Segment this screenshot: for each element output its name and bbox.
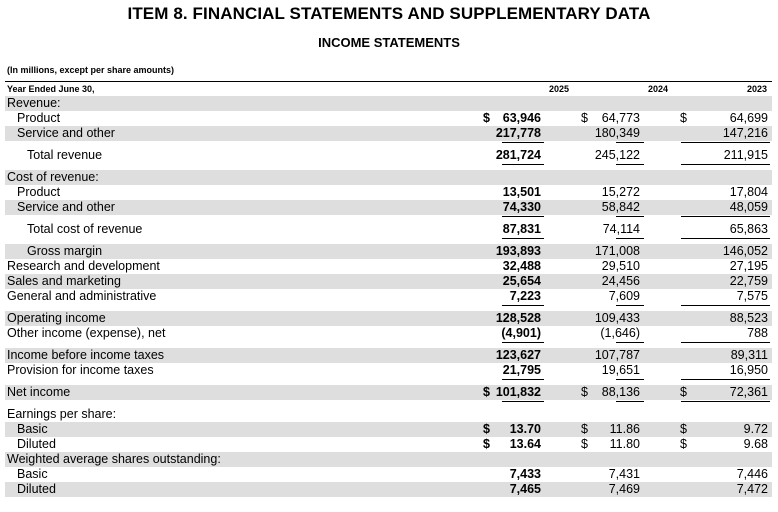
row-label: Operating income (7, 311, 106, 325)
underline-rule (681, 379, 770, 380)
currency-symbol: $ (581, 422, 588, 436)
currency-symbol: $ (581, 437, 588, 451)
underline-rule (502, 142, 544, 143)
underline-rule (616, 379, 644, 380)
table-row (5, 348, 772, 363)
underline-rule (681, 238, 770, 239)
currency-symbol: $ (581, 111, 588, 125)
underline-rule (616, 238, 644, 239)
value-2024: 7,469 (608, 482, 640, 496)
value-2024: 7,431 (608, 467, 640, 481)
value-2025: 123,627 (495, 348, 541, 362)
currency-symbol: $ (581, 385, 588, 399)
currency-symbol: $ (483, 385, 490, 399)
value-2023: 89,311 (730, 348, 768, 362)
value-2024: 11.86 (609, 422, 640, 436)
value-2023: 7,575 (736, 289, 768, 303)
row-label: Revenue: (7, 96, 61, 110)
value-2023: 17,804 (729, 185, 768, 199)
value-2025: 13.64 (509, 437, 541, 451)
table-row (5, 96, 772, 111)
row-label: Research and development (7, 259, 160, 273)
value-2025: 13.70 (509, 422, 541, 436)
table-row (5, 467, 772, 482)
value-2024: 107,787 (594, 348, 640, 362)
row-label: Basic (17, 467, 48, 481)
table-row (5, 111, 772, 126)
table-row (5, 274, 772, 289)
table-row (5, 363, 772, 378)
underline-rule (616, 305, 644, 306)
value-2025: 25,654 (502, 274, 541, 288)
value-2025: 63,946 (502, 111, 541, 125)
value-2023: 146,052 (722, 244, 768, 258)
table-row (5, 437, 772, 452)
value-2025: 281,724 (495, 148, 541, 162)
value-2023: 9.72 (743, 422, 768, 436)
row-label: Gross margin (27, 244, 103, 258)
value-2023: 788 (747, 326, 768, 340)
year-2023-header: 2023 (746, 84, 767, 94)
value-2023: 211,915 (723, 148, 768, 162)
currency-symbol: $ (483, 422, 490, 436)
value-2025: 7,433 (509, 467, 541, 481)
value-2025: 128,528 (495, 311, 541, 325)
year-header-row (5, 81, 772, 97)
row-label: Net income (7, 385, 71, 399)
underline-rule (616, 142, 644, 143)
value-2024: (1,646) (600, 326, 640, 340)
currency-symbol: $ (680, 437, 687, 451)
row-label: Basic (17, 422, 48, 436)
row-label: General and administrative (7, 289, 157, 303)
value-2024: 24,456 (601, 274, 640, 288)
underline-rule (616, 342, 644, 343)
value-2025: 7,465 (509, 482, 541, 496)
row-label: Provision for income taxes (7, 363, 154, 377)
value-2023: 65,863 (729, 222, 768, 236)
value-2024: 15,272 (601, 185, 640, 199)
value-2023: 147,216 (722, 126, 768, 140)
table-row (5, 185, 772, 200)
units-note: (In millions, except per share amounts) (7, 65, 175, 75)
value-2024: 58,842 (601, 200, 640, 214)
row-label: Diluted (17, 482, 56, 496)
value-2023: 7,446 (736, 467, 768, 481)
value-2025: 217,778 (495, 126, 541, 140)
currency-symbol: $ (483, 437, 490, 451)
value-2023: 7,472 (736, 482, 768, 496)
underline-rule (616, 164, 644, 165)
value-2023: 88,523 (729, 311, 768, 325)
value-2025: 13,501 (502, 185, 541, 199)
table-row (5, 170, 772, 185)
underline-rule (616, 401, 644, 402)
currency-symbol: $ (680, 422, 687, 436)
underline-rule (681, 401, 770, 402)
value-2023: 22,759 (729, 274, 768, 288)
table-row (5, 326, 772, 341)
underline-rule (502, 216, 544, 217)
table-row (5, 452, 772, 467)
value-2024: 88,136 (601, 385, 640, 399)
table-row (5, 482, 772, 497)
value-2024: 19,651 (601, 363, 640, 377)
table-row (5, 422, 772, 437)
row-label: Diluted (17, 437, 56, 451)
value-2023: 9.68 (743, 437, 768, 451)
currency-symbol: $ (680, 111, 687, 125)
underline-rule (502, 164, 544, 165)
value-2024: 11.80 (609, 437, 640, 451)
row-label: Weighted average shares outstanding: (7, 452, 221, 466)
underline-rule (502, 238, 544, 239)
value-2025: 193,893 (495, 244, 541, 258)
value-2024: 74,114 (602, 222, 640, 236)
value-2025: 21,795 (502, 363, 541, 377)
value-2024: 180,349 (594, 126, 640, 140)
table-row (5, 311, 772, 326)
row-label: Product (17, 111, 61, 125)
table-row (5, 244, 772, 259)
underline-rule (502, 305, 544, 306)
value-2023: 72,361 (729, 385, 768, 399)
value-2025: 7,223 (509, 289, 541, 303)
underline-rule (681, 142, 770, 143)
underline-rule (502, 401, 544, 402)
statement-title: INCOME STATEMENTS (318, 35, 460, 50)
currency-symbol: $ (680, 385, 687, 399)
row-label: Service and other (17, 200, 115, 214)
underline-rule (681, 305, 770, 306)
value-2025: 32,488 (502, 259, 541, 273)
value-2025: (4,901) (501, 326, 541, 340)
value-2024: 109,433 (594, 311, 640, 325)
table-row (5, 259, 772, 274)
row-label: Income before income taxes (7, 348, 165, 362)
table-row (5, 222, 772, 237)
table-row (5, 148, 772, 163)
underline-rule (502, 342, 544, 343)
table-row (5, 385, 772, 400)
underline-rule (502, 379, 544, 380)
row-label: Sales and marketing (7, 274, 121, 288)
year-2025-header: 2025 (548, 84, 569, 94)
value-2024: 64,773 (601, 111, 640, 125)
value-2025: 101,832 (495, 385, 541, 399)
row-label: Total revenue (27, 148, 103, 162)
row-label: Earnings per share: (7, 407, 117, 421)
year-2024-header: 2024 (647, 84, 668, 94)
row-label: Service and other (17, 126, 115, 140)
value-2023: 27,195 (729, 259, 768, 273)
year-label: Year Ended June 30, (7, 84, 95, 94)
row-label: Total cost of revenue (27, 222, 143, 236)
value-2023: 16,950 (729, 363, 768, 377)
value-2024: 171,008 (594, 244, 640, 258)
value-2023: 48,059 (729, 200, 768, 214)
value-2025: 87,831 (502, 222, 541, 236)
value-2024: 29,510 (601, 259, 640, 273)
value-2024: 7,609 (608, 289, 640, 303)
table-row (5, 200, 772, 215)
table-row (5, 126, 772, 141)
table-row (5, 407, 772, 422)
value-2025: 74,330 (502, 200, 541, 214)
currency-symbol: $ (483, 111, 490, 125)
underline-rule (616, 216, 644, 217)
row-label: Other income (expense), net (7, 326, 166, 340)
underline-rule (681, 342, 770, 343)
row-label: Product (17, 185, 61, 199)
value-2024: 245,122 (594, 148, 640, 162)
value-2023: 64,699 (729, 111, 768, 125)
table-row (5, 289, 772, 304)
row-label: Cost of revenue: (7, 170, 99, 184)
underline-rule (681, 216, 770, 217)
underline-rule (681, 164, 770, 165)
page-title: ITEM 8. FINANCIAL STATEMENTS AND SUPPLEMENTARY DATA (127, 4, 651, 23)
